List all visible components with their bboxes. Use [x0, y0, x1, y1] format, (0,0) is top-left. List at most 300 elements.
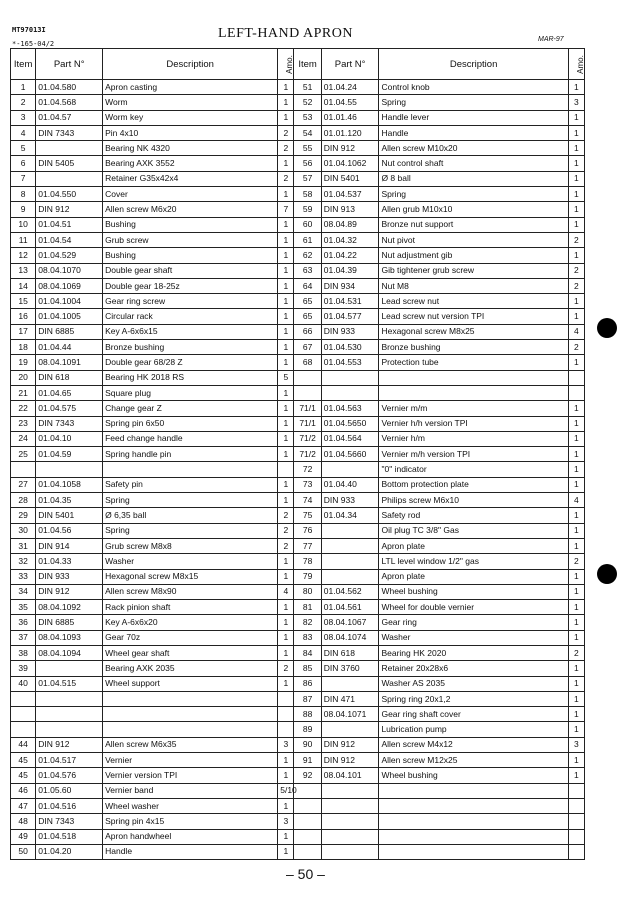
table-row [11, 370, 585, 385]
item-number-right [294, 814, 321, 829]
header-part-number: Part N° [36, 49, 103, 80]
description: Retainer G35x42x4 [103, 171, 278, 186]
item-number-right: 77 [294, 538, 321, 553]
item-number: 22 [11, 401, 36, 416]
table-row [11, 309, 585, 324]
table-row [11, 187, 585, 202]
part-number-right: DIN 912 [321, 753, 379, 768]
description-right: Spring ring 20x1,2 [379, 691, 568, 706]
item-number-right: 87 [294, 691, 321, 706]
header-description-right: Description [379, 49, 568, 80]
item-number-right: 78 [294, 554, 321, 569]
part-number-right: DIN 3760 [321, 661, 379, 676]
description-right: Nut M8 [379, 278, 568, 293]
description [103, 722, 278, 737]
amount-right: 1 [568, 110, 584, 125]
description: Bushing [103, 217, 278, 232]
amount-right: 2 [568, 554, 584, 569]
description [103, 691, 278, 706]
amount: 1 [278, 676, 294, 691]
table-row [11, 753, 585, 768]
part-number-right [321, 554, 379, 569]
description: Change gear Z [103, 401, 278, 416]
item-number-right: 58 [294, 187, 321, 202]
item-number: 21 [11, 385, 36, 400]
amount: 1 [278, 554, 294, 569]
description: Grub screw M8x8 [103, 538, 278, 553]
description-right [379, 844, 568, 859]
part-number-right: 01.04.564 [321, 431, 379, 446]
amount: 1 [278, 416, 294, 431]
part-number-right [321, 569, 379, 584]
amount-right: 1 [568, 753, 584, 768]
part-number: DIN 912 [36, 202, 103, 217]
part-number-right: 01.04.553 [321, 355, 379, 370]
description: Apron casting [103, 80, 278, 95]
amount-right: 1 [568, 431, 584, 446]
amount [278, 707, 294, 722]
description: Bearing HK 2018 RS [103, 370, 278, 385]
item-number-right: 90 [294, 737, 321, 752]
part-number: 01.04.65 [36, 385, 103, 400]
amount: 1 [278, 263, 294, 278]
description-right: Wheel for double vernier [379, 600, 568, 615]
item-number: 10 [11, 217, 36, 232]
parts-table-body [11, 80, 585, 860]
amount-right [568, 370, 584, 385]
description: Wheel support [103, 676, 278, 691]
item-number-right: 54 [294, 125, 321, 140]
amount-right: 1 [568, 248, 584, 263]
amount: 7 [278, 202, 294, 217]
part-number-right: 01.04.537 [321, 187, 379, 202]
part-number-right [321, 385, 379, 400]
part-number-right: 01.04.55 [321, 95, 379, 110]
amount-right: 1 [568, 508, 584, 523]
part-number-right: 01.04.530 [321, 340, 379, 355]
description-right: Apron plate [379, 538, 568, 553]
table-row [11, 217, 585, 232]
amount: 1 [278, 477, 294, 492]
item-number: 35 [11, 600, 36, 615]
part-number: 08.04.1093 [36, 630, 103, 645]
part-number: DIN 933 [36, 569, 103, 584]
item-number: 45 [11, 753, 36, 768]
description: Double gear 68/28 Z [103, 355, 278, 370]
part-number-right: 01.04.32 [321, 232, 379, 247]
part-number-right: 01.04.40 [321, 477, 379, 492]
amount-right: 4 [568, 324, 584, 339]
amount-right: 1 [568, 309, 584, 324]
part-number: 01.04.54 [36, 232, 103, 247]
part-number-right: 01.01.120 [321, 125, 379, 140]
description-right: Washer AS 2035 [379, 676, 568, 691]
amount: 1 [278, 447, 294, 462]
table-row [11, 401, 585, 416]
item-number: 2 [11, 95, 36, 110]
description: Spring [103, 493, 278, 508]
item-number-right: 84 [294, 645, 321, 660]
part-number-right: DIN 618 [321, 645, 379, 660]
amount-right: 1 [568, 722, 584, 737]
item-number-right [294, 385, 321, 400]
amount: 1 [278, 217, 294, 232]
part-number: 01.04.56 [36, 523, 103, 538]
part-number: DIN 6885 [36, 615, 103, 630]
part-number: 01.04.1005 [36, 309, 103, 324]
amount-right: 1 [568, 661, 584, 676]
table-row [11, 324, 585, 339]
amount-right [568, 844, 584, 859]
part-number-right: DIN 933 [321, 324, 379, 339]
item-number-right: 53 [294, 110, 321, 125]
description: Key A-6x6x15 [103, 324, 278, 339]
table-row [11, 462, 585, 477]
part-number: 08.04.1091 [36, 355, 103, 370]
description: Worm key [103, 110, 278, 125]
amount: 1 [278, 232, 294, 247]
item-number: 11 [11, 232, 36, 247]
amount: 2 [278, 538, 294, 553]
part-number: 01.05.60 [36, 783, 103, 798]
part-number: 01.04.576 [36, 768, 103, 783]
part-number: 01.04.20 [36, 844, 103, 859]
part-number: 01.04.59 [36, 447, 103, 462]
item-number-right: 76 [294, 523, 321, 538]
item-number: 1 [11, 80, 36, 95]
description-right: Nut pivot [379, 232, 568, 247]
part-number: DIN 5401 [36, 508, 103, 523]
part-number-right: 01.04.22 [321, 248, 379, 263]
amount: 2 [278, 141, 294, 156]
part-number-right: 01.04.5650 [321, 416, 379, 431]
description: Spring pin 6x50 [103, 416, 278, 431]
part-number-right: DIN 5401 [321, 171, 379, 186]
part-number-right [321, 798, 379, 813]
item-number [11, 462, 36, 477]
table-row [11, 630, 585, 645]
amount-right: 1 [568, 538, 584, 553]
item-number: 28 [11, 493, 36, 508]
description: Bearing AXK 2035 [103, 661, 278, 676]
table-row [11, 569, 585, 584]
table-row [11, 676, 585, 691]
part-number: 01.04.33 [36, 554, 103, 569]
item-number-right: 82 [294, 615, 321, 630]
description-right: Gear ring shaft cover [379, 707, 568, 722]
description: Double gear 18-25z [103, 278, 278, 293]
item-number-right: 83 [294, 630, 321, 645]
part-number: 01.04.1058 [36, 477, 103, 492]
part-number-right: 08.04.1074 [321, 630, 379, 645]
amount-right: 1 [568, 691, 584, 706]
description: Ø 6,35 ball [103, 508, 278, 523]
item-number: 30 [11, 523, 36, 538]
amount: 1 [278, 187, 294, 202]
item-number-right: 52 [294, 95, 321, 110]
item-number: 25 [11, 447, 36, 462]
item-number-right: 51 [294, 80, 321, 95]
part-number: DIN 618 [36, 370, 103, 385]
amount: 1 [278, 493, 294, 508]
part-number: DIN 7343 [36, 814, 103, 829]
amount-right: 2 [568, 232, 584, 247]
page-number: – 50 – [286, 866, 325, 882]
item-number [11, 707, 36, 722]
description-right: Hexagonal screw M8x25 [379, 324, 568, 339]
item-number: 34 [11, 584, 36, 599]
part-number: 08.04.1070 [36, 263, 103, 278]
header-part-number-right: Part N° [321, 49, 379, 80]
item-number: 32 [11, 554, 36, 569]
part-number: DIN 6885 [36, 324, 103, 339]
item-number-right: 61 [294, 232, 321, 247]
part-number: 01.04.51 [36, 217, 103, 232]
amount: 2 [278, 523, 294, 538]
description: Grub screw [103, 232, 278, 247]
amount-right: 1 [568, 584, 584, 599]
item-number: 20 [11, 370, 36, 385]
table-row [11, 798, 585, 813]
amount-right [568, 829, 584, 844]
description: Feed change handle [103, 431, 278, 446]
description-right: Apron plate [379, 569, 568, 584]
description-right [379, 385, 568, 400]
description: Cover [103, 187, 278, 202]
part-number: DIN 7343 [36, 416, 103, 431]
amount: 1 [278, 294, 294, 309]
amount-right [568, 814, 584, 829]
part-number-right: DIN 913 [321, 202, 379, 217]
part-number: 01.04.517 [36, 753, 103, 768]
part-number-right: 01.04.34 [321, 508, 379, 523]
amount-right: 1 [568, 217, 584, 232]
part-number: 01.04.518 [36, 829, 103, 844]
header-amount: Amo. [278, 49, 294, 80]
table-row [11, 340, 585, 355]
part-number-right: DIN 471 [321, 691, 379, 706]
description: Rack pinion shaft [103, 600, 278, 615]
amount: 1 [278, 248, 294, 263]
part-number-right [321, 523, 379, 538]
description-right: Spring [379, 187, 568, 202]
amount-right: 1 [568, 401, 584, 416]
amount: 3 [278, 737, 294, 752]
description-right: Oil plug TC 3/8" Gas [379, 523, 568, 538]
amount [278, 722, 294, 737]
description-right: Protection tube [379, 355, 568, 370]
table-row [11, 416, 585, 431]
description: Wheel gear shaft [103, 645, 278, 660]
table-row [11, 278, 585, 293]
description-right: Nut control shaft [379, 156, 568, 171]
part-number: 01.04.10 [36, 431, 103, 446]
item-number: 16 [11, 309, 36, 324]
item-number: 36 [11, 615, 36, 630]
description-right: Allen grub M10x10 [379, 202, 568, 217]
part-number-right: 01.04.561 [321, 600, 379, 615]
item-number-right [294, 844, 321, 859]
description-right [379, 783, 568, 798]
part-number-right: 01.04.1062 [321, 156, 379, 171]
part-number-right [321, 814, 379, 829]
part-number: 01.04.1004 [36, 294, 103, 309]
table-row [11, 263, 585, 278]
item-number: 31 [11, 538, 36, 553]
part-number: 01.04.44 [36, 340, 103, 355]
item-number-right: 86 [294, 676, 321, 691]
item-number: 14 [11, 278, 36, 293]
table-row [11, 95, 585, 110]
description: Vernier version TPI [103, 768, 278, 783]
item-number-right: 57 [294, 171, 321, 186]
item-number-right: 59 [294, 202, 321, 217]
item-number: 48 [11, 814, 36, 829]
table-row [11, 355, 585, 370]
part-number-right [321, 462, 379, 477]
document-code: MT97013I [12, 26, 46, 34]
description-right: Lead screw nut version TPI [379, 309, 568, 324]
item-number: 17 [11, 324, 36, 339]
item-number: 49 [11, 829, 36, 844]
description-right: LTL level window 1/2" gas [379, 554, 568, 569]
description-right: Wheel bushing [379, 768, 568, 783]
part-number-right: DIN 912 [321, 141, 379, 156]
item-number: 33 [11, 569, 36, 584]
description-right: Vernier h/m [379, 431, 568, 446]
amount-right: 2 [568, 278, 584, 293]
item-number: 19 [11, 355, 36, 370]
table-row [11, 80, 585, 95]
amount-right: 3 [568, 737, 584, 752]
description-right: Bearing HK 2020 [379, 645, 568, 660]
table-row [11, 661, 585, 676]
part-number: 01.04.575 [36, 401, 103, 416]
description: Double gear shaft [103, 263, 278, 278]
table-row [11, 493, 585, 508]
description-right [379, 829, 568, 844]
amount: 1 [278, 401, 294, 416]
description-right: Safety rod [379, 508, 568, 523]
item-number-right [294, 829, 321, 844]
item-number-right [294, 370, 321, 385]
item-number [11, 722, 36, 737]
amount-right: 1 [568, 676, 584, 691]
part-number-right: 01.04.5660 [321, 447, 379, 462]
part-number-right: 08.04.101 [321, 768, 379, 783]
description-right: "0" indicator [379, 462, 568, 477]
amount: 1 [278, 309, 294, 324]
item-number-right: 64 [294, 278, 321, 293]
description: Gear 70z [103, 630, 278, 645]
description: Allen screw M8x90 [103, 584, 278, 599]
table-row [11, 768, 585, 783]
description: Gear ring screw [103, 294, 278, 309]
table-row [11, 584, 585, 599]
description: Key A-6x6x20 [103, 615, 278, 630]
page-title: LEFT-HAND APRON [218, 26, 353, 41]
table-row [11, 110, 585, 125]
item-number-right: 73 [294, 477, 321, 492]
amount: 1 [278, 630, 294, 645]
amount-right: 2 [568, 645, 584, 660]
header-item: Item [11, 49, 36, 80]
amount: 1 [278, 829, 294, 844]
item-number: 40 [11, 676, 36, 691]
description-right: Vernier m/h version TPI [379, 447, 568, 462]
description: Circular rack [103, 309, 278, 324]
amount: 1 [278, 615, 294, 630]
parts-table [10, 48, 585, 860]
amount: 2 [278, 171, 294, 186]
description: Bushing [103, 248, 278, 263]
table-row [11, 232, 585, 247]
item-number-right: 56 [294, 156, 321, 171]
description: Handle [103, 844, 278, 859]
item-number: 13 [11, 263, 36, 278]
item-number: 12 [11, 248, 36, 263]
item-number-right: 67 [294, 340, 321, 355]
table-row [11, 477, 585, 492]
description-right [379, 370, 568, 385]
description-right: Bronze nut support [379, 217, 568, 232]
part-number: DIN 912 [36, 584, 103, 599]
amount-right: 1 [568, 477, 584, 492]
description: Wheel washer [103, 798, 278, 813]
description: Apron handwheel [103, 829, 278, 844]
table-header-row [11, 49, 585, 80]
part-number-right: 08.04.1071 [321, 707, 379, 722]
amount-right [568, 783, 584, 798]
amount-right: 4 [568, 493, 584, 508]
item-number-right: 80 [294, 584, 321, 599]
binder-hole-bottom [597, 564, 617, 584]
table-row [11, 722, 585, 737]
item-number-right: 89 [294, 722, 321, 737]
description: Worm [103, 95, 278, 110]
item-number-right: 63 [294, 263, 321, 278]
item-number-right [294, 783, 321, 798]
table-row [11, 141, 585, 156]
table-row [11, 523, 585, 538]
description-right: Lead screw nut [379, 294, 568, 309]
amount-right: 1 [568, 125, 584, 140]
description: Bearing AXK 3552 [103, 156, 278, 171]
item-number-right: 85 [294, 661, 321, 676]
description-right: Washer [379, 630, 568, 645]
part-number-right: 01.04.563 [321, 401, 379, 416]
amount-right: 1 [568, 600, 584, 615]
revision-code: *-165-04/2 [12, 40, 55, 48]
part-number-right: DIN 934 [321, 278, 379, 293]
part-number: DIN 7343 [36, 125, 103, 140]
part-number: 08.04.1069 [36, 278, 103, 293]
description: Hexagonal screw M8x15 [103, 569, 278, 584]
amount-right: 1 [568, 630, 584, 645]
amount: 3 [278, 814, 294, 829]
item-number: 27 [11, 477, 36, 492]
amount-right: 1 [568, 355, 584, 370]
description-right: Handle lever [379, 110, 568, 125]
amount-right: 1 [568, 171, 584, 186]
amount: 1 [278, 110, 294, 125]
item-number-right: 65 [294, 309, 321, 324]
amount: 2 [278, 661, 294, 676]
item-number: 45 [11, 768, 36, 783]
part-number [36, 462, 103, 477]
table-row [11, 829, 585, 844]
amount-right: 1 [568, 447, 584, 462]
